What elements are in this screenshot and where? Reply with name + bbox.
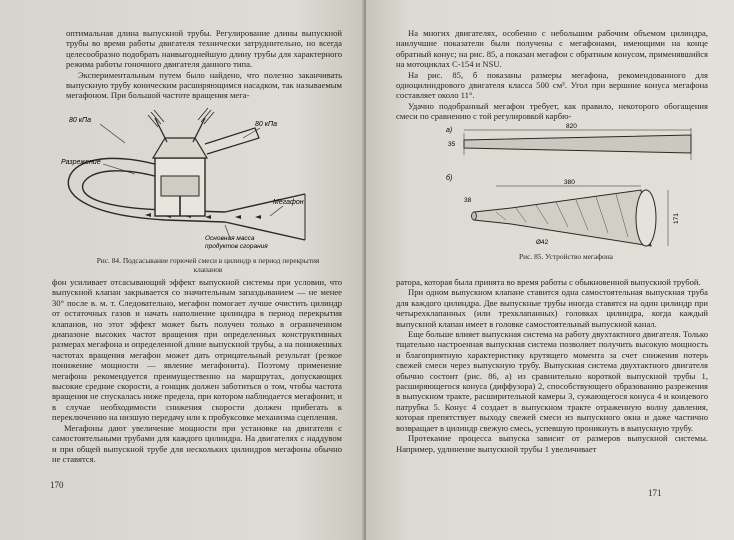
left-bottom-text bbox=[52, 277, 342, 464]
dim-35: 35 bbox=[448, 141, 456, 148]
left-paragraph-2: Экспериментальным путем было найдено, что полезно заканчивать выпускную трубу коническим расширяющимся насадком, так называемым мегафоном. При большой частоте вращения мега- bbox=[66, 69, 342, 101]
right-bottom-text bbox=[396, 277, 708, 454]
figure-85-megaphone-diagram bbox=[436, 120, 706, 255]
right-paragraph-5: При одном выпускном клапане ставится одна самостоятельная выпускная труба для каждого цилиндра. Две выпускные трубы иногда ставятся на один цилиндр при четырехклапанных (или трехклапанных) головках цилиндра, когда каждый выпускной клапан имеет в головке самостоятельный выпускной канал. bbox=[396, 287, 708, 329]
left-paragraph-4: Мегафоны дают увеличение мощности при установке на двигатели с самостоятельными трубами для каждого цилиндра. На двигателях с наддувом и при общей выпускной трубе для нескольких цилиндров мегафоны обычно не ставятся. bbox=[52, 422, 342, 464]
label-a: а) bbox=[446, 127, 453, 134]
left-paragraph-1: оптимальная длина выпускной трубы. Регулирование длины выпускной трубы во время работы двигателя технически затруднительно, но всегда целесообразно подобрать наивыгоднейшую длину трубы для характерного режима работы гоночного двигателя данного типа. bbox=[66, 28, 342, 70]
figure-84-number: Рис. 84. bbox=[96, 256, 121, 265]
left-page bbox=[0, 0, 365, 540]
right-paragraph-2: На рис. 85, б показаны размеры мегафона, рекомендованного для одноцилиндрового двигателя класса 500 см³. Угол при вершине конуса мегафона составляет около 11°. bbox=[396, 69, 708, 101]
label-80kpa-left: 80 кПа bbox=[69, 117, 92, 124]
left-paragraph-3: фон усиливает отсасывающий эффект выпускной системы при условии, что выпускной клапан закрывается со значительным запаздыванием — не менее 30° после в. м. т. Следовательно, мегафон помогает лучше очистить цилиндр от остаточных газов и начать наполнение цилиндра в период перекрытия клапанов, но этот эффект может быть получен только в ограниченном диапазоне высоких частот вращения при определенных конструктивных размерах мегафона и определенной длине выпускной трубы, а на пониженных частотах вращения мегафон может дать отрицательный результат (резкое понижение мощности — явление мегафонита). Поэтому применение мегафона рекомендуется преимущественно на маршрутах, допускающих высокие средние скорости, а гонщик должен заботиться о том, чтобы частота вращения не спускалась ниже предела, при котором наблюдается мегафонит, и в случае необходимости снижения скорости должен прибегать к переключению на низшую передачу или к пробуксовке механизма сцепления. bbox=[52, 277, 342, 423]
figure-85-caption: Рис. 85. Устройство мегафона bbox=[519, 252, 613, 261]
label-megaphone: Мегафон bbox=[273, 199, 304, 206]
label-combustion: продуктов сгорания bbox=[205, 243, 268, 250]
dim-42: Ø42 bbox=[536, 239, 549, 246]
label-80kpa-right: 80 кПа bbox=[255, 121, 278, 128]
right-page bbox=[366, 0, 734, 540]
dim-820: 820 bbox=[566, 123, 577, 130]
label-vacuum: Разрежение bbox=[61, 159, 101, 166]
label-b: б) bbox=[446, 175, 453, 182]
label-main-mass: Основная масса bbox=[205, 235, 255, 242]
right-paragraph-6: Еще больше влияет выпускная система на работу двухтактного двигателя. Только тщательно настроенная выпускная система позволяет получить высокую мощность и благоприятную характеристику крутящего момента за счет снижения потерь свежей смеси через выпускную трубу. Выпускная система двухтактного двигателя обычно состоит (рис. 86, а) из сравнительно короткой выпускной трубы 1, расширяющегося конуса (диффузора) 2, способствующего образованию разрежения в выпускном тракте, расширительной камеры 3, сужающегося конуса 4 и концевого патрубка 5. Конус 4 создает в выпускном тракте отраженную волну давления, которая препятствует выходу свежей смеси из выпускного окна и даже частично возвращает в цилиндр свежую смесь, успевшую проникнуть в выпускную трубу. bbox=[396, 329, 708, 433]
figure-84-text: Подсасывание горючей смеси в цилиндр в период перекрытия клапанов bbox=[122, 256, 320, 274]
right-top-text bbox=[396, 28, 708, 122]
dim-171: 171 bbox=[673, 213, 680, 224]
right-paragraph-3: Удачно подобранный мегафон требует, как правило, некоторого обогащения смеси по сравнению с той регулировкой карбю- bbox=[396, 100, 708, 122]
figure-84-caption bbox=[88, 256, 328, 274]
right-paragraph-7: Протекание процесса выпуска зависит от размеров выпускной системы. Например, удлинение выпускной трубы 1 увеличивает bbox=[396, 433, 708, 454]
dim-380: 380 bbox=[564, 179, 575, 186]
dim-38: 38 bbox=[464, 197, 472, 204]
page-number-right: 171 bbox=[648, 488, 662, 498]
right-paragraph-1: На многих двигателях, особенно с небольшим рабочим объемом цилиндра, наилучшие показатели были получены с мегафонами, имеющими на конце обратный конус; на рис. 85, а показан мегафон с обратным конусом, применявшийся на мотоциклах С-154 и NSU. bbox=[396, 28, 708, 70]
right-paragraph-4: ратора, которая была принята во время работы с обыкновенной выпускной трубой. bbox=[396, 277, 701, 287]
figure-84-engine-diagram bbox=[55, 98, 345, 258]
page-number-left: 170 bbox=[50, 480, 64, 490]
left-top-text bbox=[66, 28, 342, 101]
